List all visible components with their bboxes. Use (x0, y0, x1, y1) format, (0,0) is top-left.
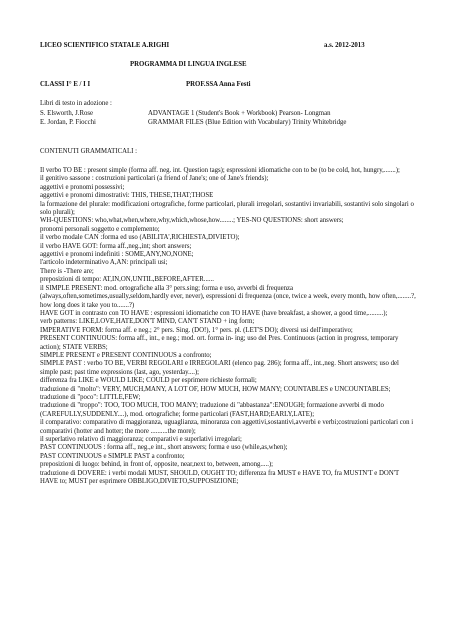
content-line: HAVE GOT in contrasto con TO HAVE : espressioni idiomatiche con TO HAVE (have breakfast, a shower, a good time,.........); (40, 309, 388, 317)
content-line: aggettivi e pronomi possessivi; (40, 183, 125, 191)
content-line: aggettivi e pronomi dimostrativi: THIS, THESE,THAT;THOSE (40, 192, 214, 200)
classes-label: CLASSI I° E / I I (40, 81, 91, 88)
content-line: There is -There are; (40, 267, 94, 275)
book-2-authors: E. Jordan, P. Fiocchi (40, 119, 96, 126)
content-line: PAST CONTINUOUS : forma aff., neg.,e int., short answers; forma e uso (while,as,when); (40, 444, 288, 452)
content-line: differenza fra LIKE e WOULD LIKE; COULD per esprimere richieste formali; (40, 377, 257, 385)
teacher-name: PROF.SSA Anna Festi (186, 81, 251, 88)
content-line: l'articolo indeterminativo A,AN: principali usi; (40, 259, 168, 267)
school-year: a.s. 2012-2013 (324, 42, 365, 49)
content-line: PAST CONTINUOUS e SIMPLE PAST a confronto; (40, 452, 185, 460)
program-title: PROGRAMMA DI LINGUA INGLESE (130, 61, 247, 68)
content-line: PRESENT CONTINUOUS: forma aff., int., e neg.; mod. ort. forma in- ing; uso del Pres. Continuous (action in progress, temporary action); STATE VERBS; (40, 335, 399, 351)
content-line: SIMPLE PRESENT e PRESENT CONTINUOUS a confronto; (40, 351, 212, 359)
content-line: WH-QUESTIONS: who,what,when,where,why,which,whose,how........; YES-NO QUESTIONS: short answers; (40, 217, 344, 225)
grammar-contents (40, 167, 418, 486)
content-line: IMPERATIVE FORM: forma aff. e neg.; 2° pers. Sing. (DO!), 1° pers. pl. (LET'S DO); diversi usi dell'imperativo; (40, 326, 353, 334)
content-line: traduzione di "troppo": TOO, TOO MUCH, TOO MANY; traduzione di "abbastanza":ENOUGH; formazione avverbi di modo (CAREFULLY,SUDDENLY....), mod. ortografiche; forme particolari (FAST,HARD;EARLY,LATE); (40, 402, 384, 418)
content-line: il SIMPLE PRESENT: mod. ortografiche alla 3° pers.sing; forma e uso, avverbi di frequenza (always,often,sometimes,usually,seldom,hardly ever, never), espressioni di frequenza (once, twice a week, every month, how often,........?, how long does it take you to.......?) (40, 284, 416, 309)
content-line: la formazione del plurale: modificazioni ortografiche, forme particolari, plurali irregolari, sostantivi invariabili, sostantivi solo singolari o solo plurali); (40, 200, 414, 217)
content-line: aggettivi e pronomi indefiniti : SOME,ANY,NO,NONE; (40, 251, 194, 259)
book-2-title: GRAMMAR FILES (Blue Edition with Vocabulary) Trinity Whitebridge (148, 119, 347, 126)
content-line: il verbo HAVE GOT: forma aff.,neg.,int; short answers; (40, 242, 192, 250)
book-1-title: ADVANTAGE 1 (Student's Book + Workbook) Pearson- Longman (148, 110, 331, 117)
content-line: il genitivo sassone : costruzioni particolari (a friend of Jane's; one of Jane's friends); (40, 175, 269, 183)
school-name: LICEO SCIENTIFICO STATALE A.RIGHI (40, 42, 170, 49)
content-line: il superlativo relativo di maggioranza; comparativi e superlativi irregolari; (40, 436, 242, 443)
content-line: traduzione di DOVERE: i verbi modali MUST, SHOULD, OUGHT TO; differenza fra MUST e HAVE TO, fra MUSTN'T e DON'T HAVE to; MUST per esprimere OBBLIGO,DIVIETO,SUPPOSIZIONE; (40, 469, 399, 486)
content-line: preposizioni di luogo: behind, in front of, opposite, near,next to, between, among.....); (40, 461, 274, 469)
content-line: il verbo modale CAN :forma ed uso (ABILITA',RICHIESTA,DIVIETO); (40, 234, 240, 242)
section-title: CONTENUTI GRAMMATICALI : (40, 148, 138, 155)
content-line: traduzione di "molto": VERY, MUCH,MANY, A LOT OF, HOW MUCH, HOW MANY; COUNTABLES e UNCOUNTABLES; (40, 385, 391, 393)
content-line: Il verbo TO BE : present simple (forma aff. neg. int. Question tags); espressioni idiomatiche con to be (to be cold, hot, hungry,.......); (40, 167, 400, 174)
content-line: traduzione di "poco": LITTLE,FEW; (40, 393, 141, 401)
content-line: preposizioni di tempo: AT,IN,ON,UNTIL,BEFORE,AFTER...... (40, 276, 214, 284)
content-line: SIMPLE PAST : verbo TO BE, VERBI REGOLARI e IRREGOLARI (elenco pag. 286); forma aff., int.,neg. Short answers; uso del simple past; past time expressions (last, ago, yesterday....); (40, 360, 399, 376)
content-line: il comparativo: comparativo di maggioranza, uguaglianza, minoranza con aggettivi,sostantivi,avverbi e verbi;costruzioni particolari con i comparativi (hotter and hotter; the more ..........the more); (40, 419, 414, 435)
book-1-authors: S. Elsworth, J.Rose (40, 110, 94, 117)
content-line: pronomi personali soggetto e complemento; (40, 225, 160, 233)
content-line: verb patterns: LIKE,LOVE,HATE,DON'T MIND, CAN'T STAND + ing form; (40, 318, 255, 326)
books-intro: Libri di testo in adozione : (40, 100, 112, 107)
